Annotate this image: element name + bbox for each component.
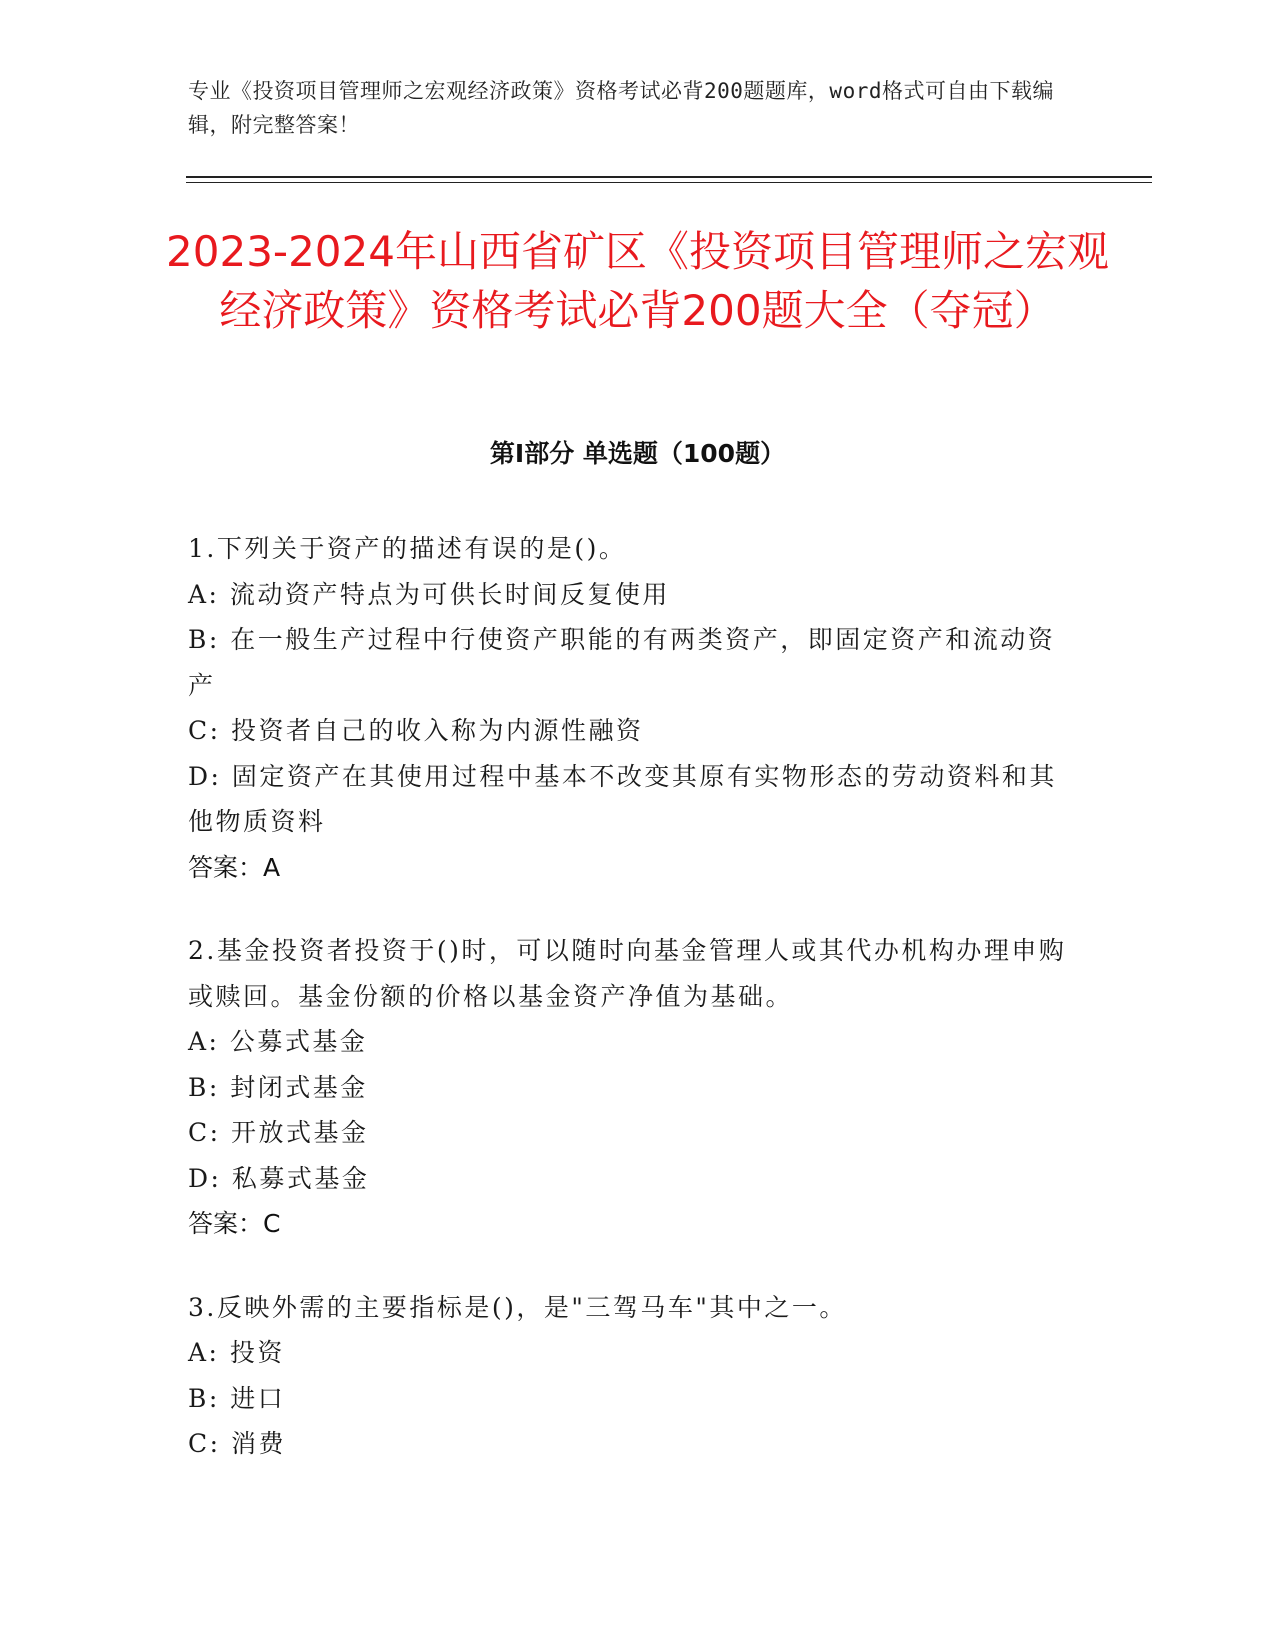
question-stem: 2.基金投资者投资于()时，可以随时向基金管理人或其代办机构办理申购或赎回。基金份额的价格以基金资产净值为基础。 (188, 936, 1067, 1011)
answer: 答案：C (188, 1209, 281, 1238)
question-list (188, 526, 1068, 1505)
header-divider-thick (186, 176, 1152, 178)
option-d: D: 固定资产在其使用过程中基本不改变其原有实物形态的劳动资料和其他物质资料 (188, 761, 1057, 836)
question-2 (188, 928, 1068, 1247)
question-stem: 1.下列关于资产的描述有误的是()。 (188, 534, 627, 563)
option-c: C: 投资者自己的收入称为内源性融资 (188, 716, 644, 745)
option-c: C: 消费 (188, 1429, 286, 1458)
option-c: C: 开放式基金 (188, 1118, 369, 1147)
option-a: A: 公募式基金 (188, 1027, 368, 1056)
option-b: B: 进口 (188, 1383, 286, 1413)
option-b: B: 封闭式基金 (188, 1072, 368, 1102)
header-note: 专业《投资项目管理师之宏观经济政策》资格考试必背200题题库，word格式可自由下载编辑，附完整答案！ (188, 79, 1054, 137)
option-b: B: 在一般生产过程中行使资产职能的有两类资产，即固定资产和流动资产 (188, 625, 1056, 700)
question-1 (188, 526, 1068, 890)
question-stem: 3.反映外需的主要指标是()，是"三驾马车"其中之一。 (188, 1292, 847, 1322)
option-a: A: 流动资产特点为可供长时间反复使用 (188, 579, 670, 609)
option-d: D: 私募式基金 (188, 1163, 370, 1193)
option-a: A: 投资 (188, 1338, 285, 1367)
header-divider-thin (186, 182, 1152, 183)
document-title: 2023-2024年山西省矿区《投资项目管理师之宏观经济政策》资格考试必背200题大全（夺冠） (166, 227, 1109, 335)
question-3 (188, 1285, 1068, 1467)
section-title: 第I部分 单选题（100题） (489, 439, 786, 468)
answer: 答案：A (188, 852, 281, 882)
